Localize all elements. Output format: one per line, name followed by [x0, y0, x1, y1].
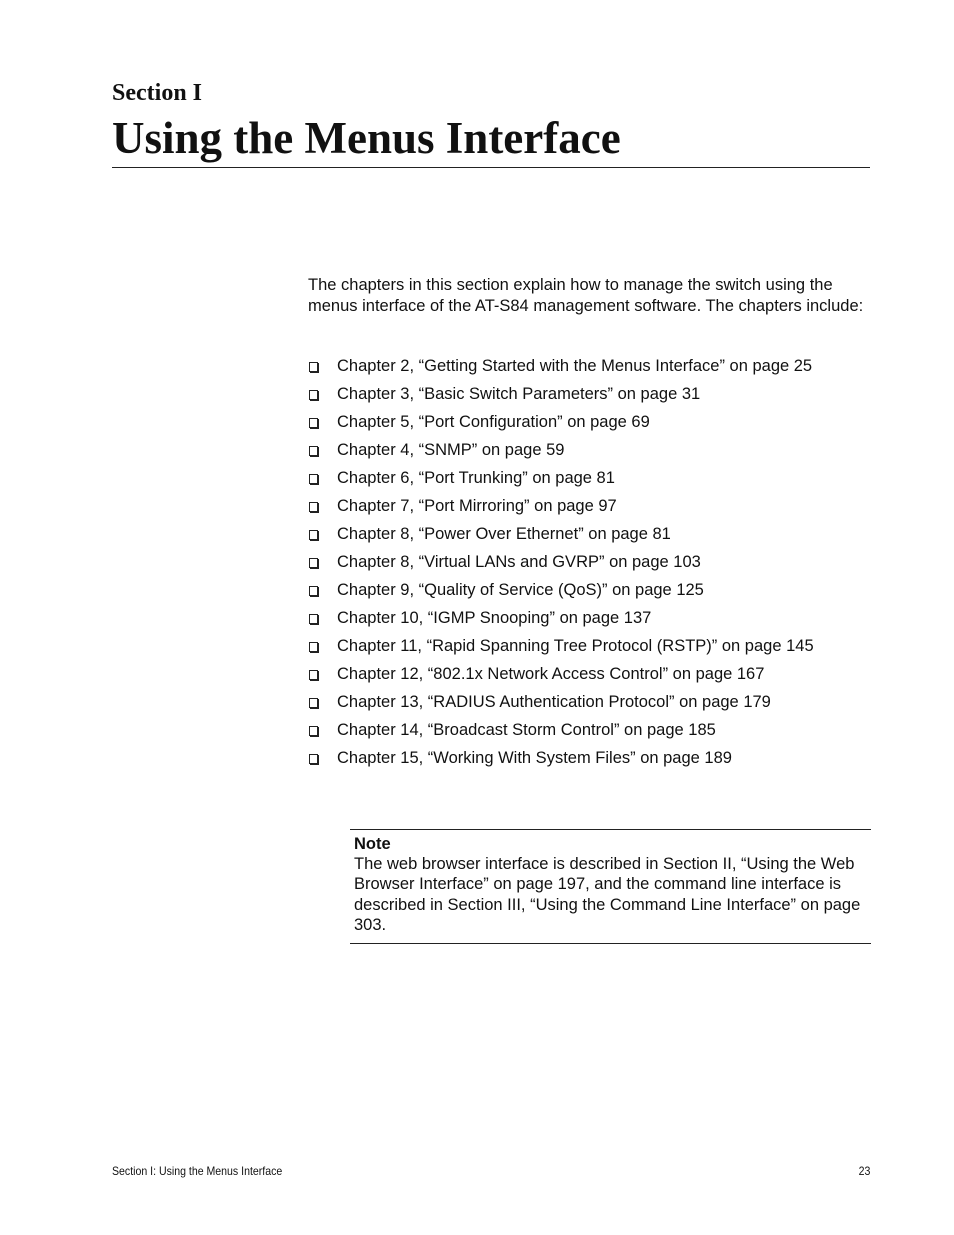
- checkbox-bullet-icon: [309, 418, 318, 428]
- checkbox-bullet-icon: [309, 502, 318, 512]
- checkbox-bullet-icon: [309, 726, 318, 736]
- chapter-reference: Chapter 11, “Rapid Spanning Tree Protocol (RSTP)” on page 145: [337, 636, 814, 655]
- chapter-reference: Chapter 7, “Port Mirroring” on page 97: [337, 496, 617, 515]
- list-item: [308, 380, 814, 408]
- chapter-reference: Chapter 12, “802.1x Network Access Control” on page 167: [337, 664, 765, 683]
- footer-section-title: Section I: Using the Menus Interface: [112, 1164, 283, 1178]
- chapter-reference: Chapter 13, “RADIUS Authentication Protocol” on page 179: [337, 692, 771, 711]
- chapter-reference: Chapter 3, “Basic Switch Parameters” on page 31: [337, 384, 701, 403]
- list-item: [308, 660, 814, 688]
- chapter-reference: Chapter 8, “Power Over Ethernet” on page 81: [337, 524, 671, 543]
- footer-page-number: 23: [858, 1164, 870, 1178]
- list-item: [308, 716, 814, 744]
- list-item: [308, 492, 814, 520]
- intro-paragraph: The chapters in this section explain how to manage the switch using the menus interface of the AT-S84 management software. The chapters include:: [308, 276, 864, 315]
- section-label: Section I: [112, 80, 202, 106]
- list-item: [308, 408, 814, 436]
- list-item: [308, 576, 814, 604]
- note-text: The web browser interface is described in Section II, “Using the Web Browser Interface” on page 197, and the command line interface is described in Section III, “Using the Command Line Interface” on page 303.: [354, 855, 861, 934]
- chapter-reference: Chapter 6, “Port Trunking” on page 81: [337, 468, 615, 487]
- checkbox-bullet-icon: [309, 586, 318, 596]
- list-item: [308, 688, 814, 716]
- chapter-reference: Chapter 2, “Getting Started with the Menus Interface” on page 25: [337, 356, 813, 375]
- note-box: [350, 829, 871, 944]
- chapter-reference: Chapter 4, “SNMP” on page 59: [337, 440, 565, 459]
- checkbox-bullet-icon: [309, 530, 318, 540]
- list-item: [308, 520, 814, 548]
- chapter-reference: Chapter 8, “Virtual LANs and GVRP” on page 103: [337, 552, 701, 571]
- checkbox-bullet-icon: [309, 754, 318, 764]
- list-item: [308, 436, 814, 464]
- list-item: [308, 604, 814, 632]
- checkbox-bullet-icon: [309, 390, 318, 400]
- chapter-list: [308, 352, 814, 772]
- list-item: [308, 548, 814, 576]
- list-item: [308, 352, 814, 380]
- chapter-reference: Chapter 14, “Broadcast Storm Control” on page 185: [337, 720, 716, 739]
- checkbox-bullet-icon: [309, 614, 318, 624]
- checkbox-bullet-icon: [309, 558, 318, 568]
- checkbox-bullet-icon: [309, 446, 318, 456]
- checkbox-bullet-icon: [309, 698, 318, 708]
- checkbox-bullet-icon: [309, 642, 318, 652]
- page-title: Using the Menus Interface: [112, 113, 621, 163]
- list-item: [308, 744, 814, 772]
- list-item: [308, 632, 814, 660]
- chapter-reference: Chapter 15, “Working With System Files” on page 189: [337, 748, 732, 767]
- chapter-reference: Chapter 5, “Port Configuration” on page 69: [337, 412, 650, 431]
- note-heading: Note: [354, 835, 391, 853]
- chapter-reference: Chapter 10, “IGMP Snooping” on page 137: [337, 608, 652, 627]
- checkbox-bullet-icon: [309, 670, 318, 680]
- chapter-reference: Chapter 9, “Quality of Service (QoS)” on page 125: [337, 580, 704, 599]
- checkbox-bullet-icon: [309, 362, 318, 372]
- title-divider: [112, 167, 870, 168]
- checkbox-bullet-icon: [309, 474, 318, 484]
- list-item: [308, 464, 814, 492]
